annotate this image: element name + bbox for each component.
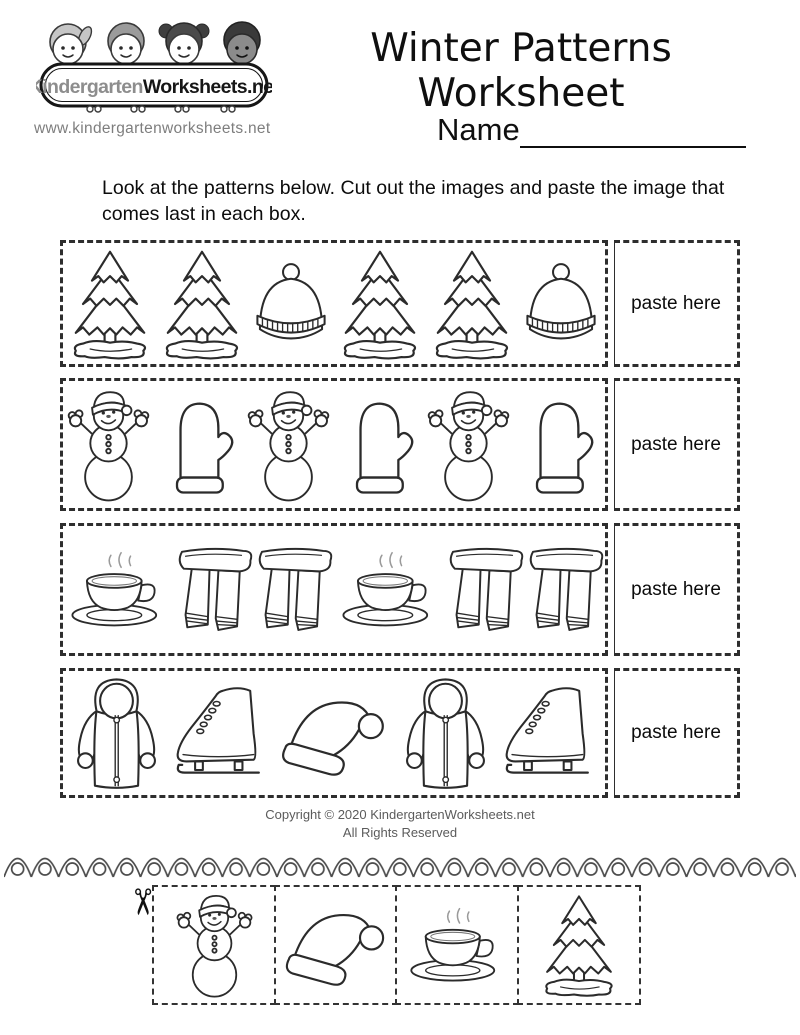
cutout-box-4 <box>517 885 641 1005</box>
cutout-box-3 <box>395 885 519 1005</box>
scarf-image <box>254 539 334 641</box>
cup-image <box>402 906 512 984</box>
name-field <box>437 110 746 148</box>
tree-image <box>157 248 247 360</box>
kid-face-1 <box>50 24 94 64</box>
cutout-box-2 <box>274 885 398 1005</box>
tree-image <box>537 893 621 997</box>
skate-image <box>500 682 599 784</box>
snowman-image <box>425 387 512 503</box>
snowman-image <box>174 891 255 999</box>
cup-image <box>63 549 174 630</box>
logo-sign <box>36 64 272 106</box>
coat-image <box>398 675 493 791</box>
page-title: Winter Patterns Worksheet <box>370 26 672 116</box>
beanie-image <box>519 258 603 350</box>
cutout-box-1 <box>152 885 276 1005</box>
beanie-image <box>249 258 333 350</box>
tree-image <box>65 248 155 360</box>
instructions-text: Look at the patterns below. Cut out the images and paste the image that comes last in each box. <box>102 177 725 225</box>
logo-text: KindergartenWorksheets.net <box>36 76 272 98</box>
cutout-strip <box>152 885 641 1005</box>
santa-hat-image <box>280 904 392 986</box>
kid-face-4 <box>224 22 260 64</box>
pattern-sequence-2 <box>60 378 608 511</box>
name-blank-line <box>520 110 746 148</box>
skate-image <box>171 682 270 784</box>
pattern-sequence-1 <box>60 240 608 367</box>
site-url: www.kindergartenworksheets.net <box>34 120 271 137</box>
scarf-image <box>174 539 254 641</box>
paste-here-box-1 <box>614 240 740 367</box>
paste-here-label: paste here <box>631 433 721 455</box>
pattern-sequence-3 <box>60 523 608 656</box>
paste-here-label: paste here <box>631 578 721 600</box>
copyright-line: Copyright © 2020 KindergartenWorksheets.net <box>265 807 535 822</box>
santa-hat-image <box>276 691 392 776</box>
name-label: Name <box>437 112 520 147</box>
scallop-divider <box>4 851 796 881</box>
pattern-row-2 <box>60 378 740 511</box>
scarf-image <box>445 539 525 641</box>
rights-line: All Rights Reserved <box>342 824 458 840</box>
kids-logo-illustration <box>36 12 272 124</box>
snowman-image <box>65 387 152 503</box>
copyright-block <box>0 806 800 841</box>
paste-here-box-4 <box>614 668 740 798</box>
site-logo <box>36 12 272 129</box>
paste-here-box-3 <box>614 523 740 656</box>
cup-image <box>334 549 445 630</box>
pattern-row-3 <box>60 523 740 656</box>
mitten-image <box>335 392 423 498</box>
snowman-image <box>245 387 332 503</box>
tree-image <box>335 248 425 360</box>
coat-image <box>69 675 164 791</box>
mitten-image <box>155 392 243 498</box>
kid-face-2 <box>108 23 144 64</box>
scarf-image <box>525 539 605 641</box>
paste-here-label: paste here <box>631 722 721 743</box>
pattern-row-4 <box>60 668 740 798</box>
scissors-icon: ✂ <box>122 886 164 918</box>
paste-here-box-2 <box>614 378 740 511</box>
tree-image <box>427 248 517 360</box>
pattern-sequence-4 <box>60 668 608 798</box>
paste-here-label: paste here <box>631 292 721 314</box>
mitten-image <box>515 392 603 498</box>
pattern-row-1 <box>60 240 740 367</box>
kid-face-3 <box>159 23 209 64</box>
